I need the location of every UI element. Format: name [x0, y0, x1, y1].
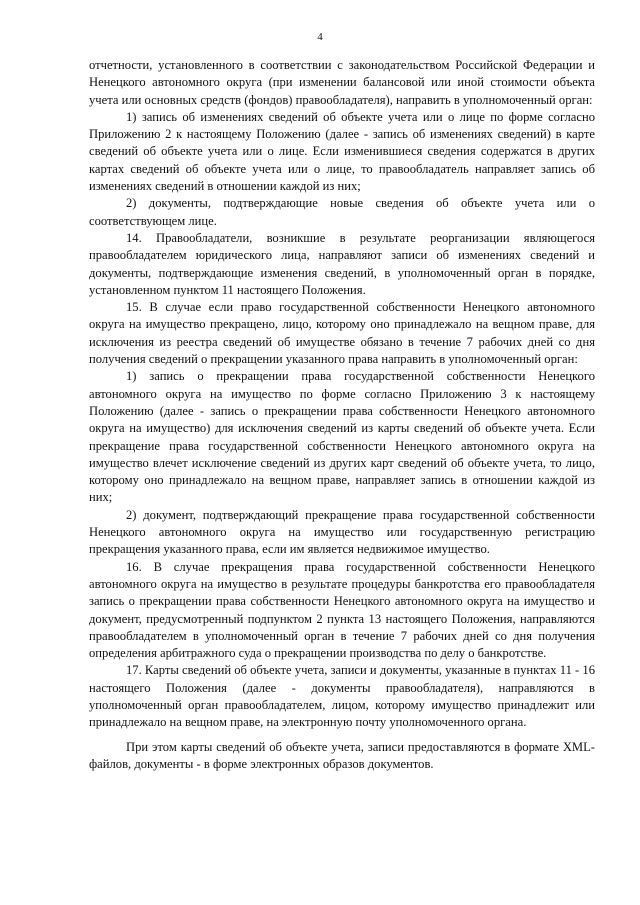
paragraph: 2) документ, подтверждающий прекращение права государственной собственности Ненецкого автономного округа на имущество или государственную регистрацию прекращения указанного права, если им является недвижимое имущество. — [89, 507, 595, 557]
paragraph: 1) запись об изменениях сведений об объекте учета или о лице по форме согласно Приложению 2 к настоящему Положению (далее - запись об изменениях сведений) в карте сведений об объекте учета или о лице. Если изменившиеся сведения содержатся в других картах сведений об объекте учета или о лице, то правообладатель направляет запись об изменениях сведений в отношении каждой из них; — [89, 109, 595, 194]
paragraph: 16. В случае прекращения права государственной собственности Ненецкого автономного округа на имущество в результате процедуры банкротства его правообладателя запись о прекращении права собственности Ненецкого автономного округа на имущество и документ, предусмотренный подпунктом 2 пункта 13 настоящего Положения, направляются правообладателем в уполномоченный орган в течение 7 рабочих дней со дня получения определения арбитражного суда о прекращении производства по делу о банкротстве. — [89, 559, 595, 661]
paragraph: При этом карты сведений об объекте учета, записи предоставляются в формате XML-файлов, документы - в форме электронных образов документов. — [89, 739, 595, 771]
paragraph: 14. Правообладатели, возникшие в результате реорганизации являющегося правообладателем юридического лица, направляют записи об изменениях сведений и документы, подтверждающие изменения сведений, в уполномоченный орган в порядке, установленном пунктом 11 настоящего Положения. — [89, 230, 595, 297]
paragraph: 15. В случае если право государственной собственности Ненецкого автономного округа на имущество прекращено, лицо, которому оно принадлежало на вещном праве, для исключения из реестра сведений об имуществе обязано в течение 7 рабочих дней со дня получения сведений о прекращении указанного права направить в уполномоченный орган: — [89, 300, 595, 367]
paragraph: 1) запись о прекращении права государственной собственности Ненецкого автономного округа на имущество по форме согласно Приложению 3 к настоящему Положению (далее - запись о прекращении права собственности Ненецкого автономного округа на имущество) для исключения сведений из карты сведений об объекте учета. Если прекращение права государственной собственности Ненецкого автономного округа на имущество влечет исключение сведений из других карт сведений об объекте учета, то лицо, которому оно принадлежало на вещном праве, направляет запись в отношении каждой из них; — [89, 369, 595, 505]
paragraph: 2) документы, подтверждающие новые сведения об объекте учета или о соответствующем лице. — [89, 196, 595, 228]
page-number: 4 — [317, 31, 323, 43]
paragraph: отчетности, установленного в соответствии с законодательством Российской Федерации и Ненецкого автономного округа (при изменении балансовой или иной стоимости объекта учета или основных средств (фондов) правообладателя), направить в уполномоченный орган: — [89, 58, 595, 107]
document-body — [89, 57, 595, 773]
paragraph: 17. Карты сведений об объекте учета, записи и документы, указанные в пунктах 11 - 16 настоящего Положения (далее - документы правообладателя), направляются в уполномоченный орган правообладателем, лицом, которому имущество принадлежит или принадлежало на вещном праве, на электронную почту уполномоченного органа. — [89, 663, 595, 730]
